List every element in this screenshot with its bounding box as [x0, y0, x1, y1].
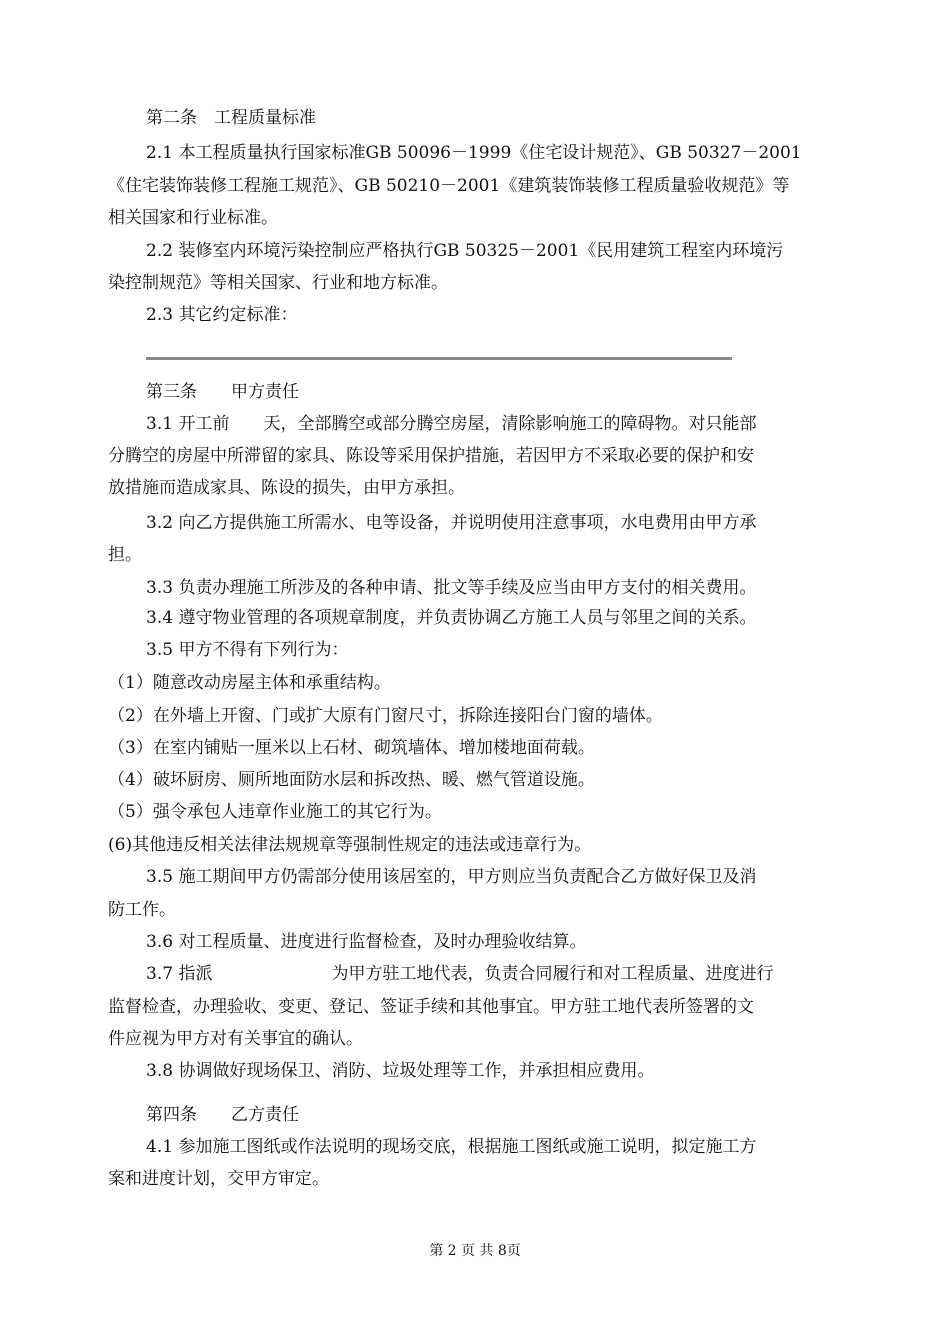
clause-3-1-line-1: 3.1 开工前 天，全部腾空或部分腾空房屋，清除影响施工的障碍物。对只能部: [146, 414, 757, 434]
clause-3-4: 3.4 遵守物业管理的各项规章制度，并负责协调乙方施工人员与邻里之间的关系。: [146, 608, 757, 628]
clause-3-2-line-2: 担。: [108, 545, 142, 565]
clause-3-5b-line-1: 3.5 施工期间甲方仍需部分使用该居室的，甲方则应当负责配合乙方做好保卫及消: [146, 867, 757, 887]
clause-3-1-line-2: 分腾空的房屋中所滞留的家具、陈设等采用保护措施，若因甲方不采取必要的保护和安: [108, 446, 754, 466]
clause-3-3: 3.3 负责办理施工所涉及的各种申请、批文等手续及应当由甲方支付的相关费用。: [146, 578, 757, 598]
section-3-heading: 第三条 甲方责任: [146, 382, 299, 402]
clause-2-3: 2.3 其它约定标准：: [146, 305, 298, 325]
clause-3-7-line-1: 3.7 指派 为甲方驻工地代表，负责合同履行和对工程质量、进度进行: [146, 964, 774, 984]
prohibited-item: （5）强令承包人违章作业施工的其它行为。: [108, 802, 442, 822]
clause-2-2-line-2: 染控制规范》等相关国家、行业和地方标准。: [108, 273, 448, 293]
clause-3-7-line-2: 监督检查，办理验收、变更、登记、签证手续和其他事宜。甲方驻工地代表所签署的文: [108, 997, 754, 1017]
clause-2-1-line-2: 《住宅装饰装修工程施工规范》、GB 50210－2001《建筑装饰装修工程质量验收规范》等: [108, 176, 790, 196]
section-2-heading: 第二条 工程质量标准: [146, 108, 316, 128]
clause-3-6: 3.6 对工程质量、进度进行监督检查，及时办理验收结算。: [146, 932, 587, 952]
clause-2-1-line-3: 相关国家和行业标准。: [108, 208, 278, 228]
clause-3-2-line-1: 3.2 向乙方提供施工所需水、电等设备，并说明使用注意事项，水电费用由甲方承: [146, 513, 757, 533]
prohibited-item: (6)其他违反相关法律法规规章等强制性规定的违法或违章行为。: [108, 835, 592, 855]
clause-3-5: 3.5 甲方不得有下列行为：: [146, 640, 349, 660]
section-4-heading: 第四条 乙方责任: [146, 1105, 299, 1125]
prohibited-item: （2）在外墙上开窗、门或扩大原有门窗尺寸，拆除连接阳台门窗的墙体。: [108, 706, 663, 726]
prohibited-item: （3）在室内铺贴一厘米以上石材、砌筑墙体、增加楼地面荷载。: [108, 738, 595, 758]
clause-2-2-line-1: 2.2 装修室内环境污染控制应严格执行GB 50325－2001《民用建筑工程室内环境污: [146, 241, 784, 261]
page-number-footer: 第 2 页 共 8页: [429, 1243, 521, 1259]
prohibited-item: （1）随意改动房屋主体和承重结构。: [108, 673, 391, 693]
clause-4-1-line-1: 4.1 参加施工图纸或作法说明的现场交底，根据施工图纸或施工说明，拟定施工方: [146, 1137, 757, 1157]
blank-fill-line: [146, 357, 732, 360]
clause-3-7-line-3: 件应视为甲方对有关事宜的确认。: [108, 1029, 363, 1049]
clause-4-1-line-2: 案和进度计划，交甲方审定。: [108, 1169, 329, 1189]
clause-3-8: 3.8 协调做好现场保卫、消防、垃圾处理等工作，并承担相应费用。: [146, 1061, 655, 1081]
prohibited-item: （4）破坏厨房、厕所地面防水层和拆改热、暖、燃气管道设施。: [108, 770, 595, 790]
clause-3-1-line-3: 放措施而造成家具、陈设的损失，由甲方承担。: [108, 478, 465, 498]
clause-2-1-line-1: 2.1 本工程质量执行国家标准GB 50096－1999《住宅设计规范》、GB 50327－2001: [146, 143, 802, 163]
clause-3-5b-line-2: 防工作。: [108, 900, 176, 920]
